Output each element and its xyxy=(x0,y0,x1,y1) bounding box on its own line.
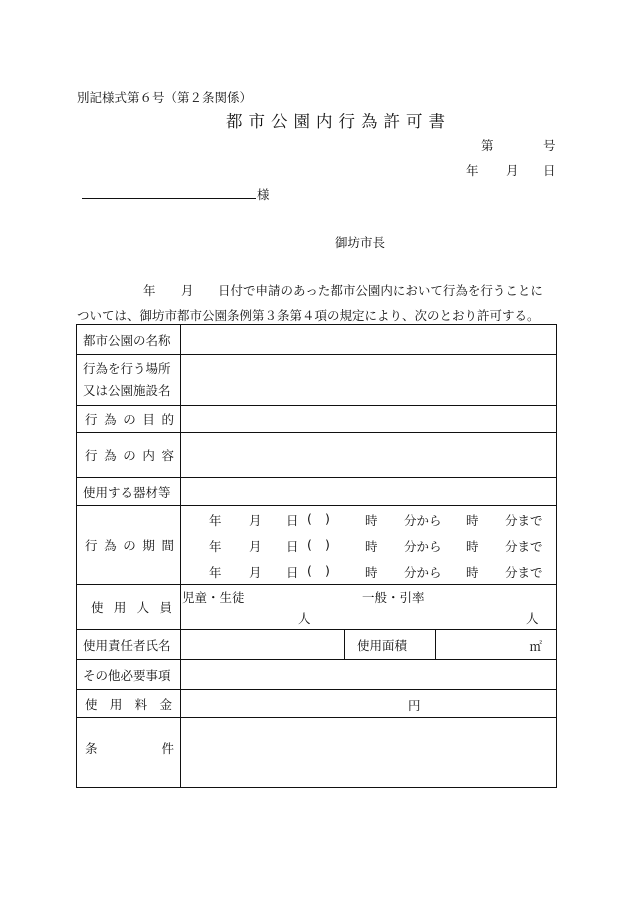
issuer: 御坊市長 xyxy=(335,235,386,250)
period-label-char: 期 xyxy=(142,538,155,553)
period-day: 日 xyxy=(286,565,299,580)
body-year: 年 xyxy=(143,283,156,298)
form-number: 別記様式第６号（第２条関係） xyxy=(77,90,253,105)
content-label-char: 内 xyxy=(142,448,155,463)
period-label-char: 為 xyxy=(104,538,117,553)
period-year: 年 xyxy=(209,565,222,580)
period-label-char: 行 xyxy=(85,538,98,553)
purpose-label-char: の xyxy=(123,412,136,427)
children-label: 児童・生徒 xyxy=(182,590,245,605)
period-hour1: 時 xyxy=(365,565,378,580)
purpose-label-char: 為 xyxy=(104,412,117,427)
period-weekday-close: ) xyxy=(325,537,330,552)
users-label-char: 員 xyxy=(159,600,172,615)
users-label-char: 使 xyxy=(91,600,104,615)
body-month: 月 xyxy=(181,283,194,298)
equipment-label: 使用する器材等 xyxy=(77,478,181,506)
fee-value[interactable] xyxy=(181,690,557,718)
purpose-value[interactable] xyxy=(181,406,557,433)
area-value[interactable] xyxy=(436,630,557,660)
row-park-name xyxy=(77,325,557,355)
period-until: 分まで xyxy=(505,513,543,528)
body-line2: ついては、御坊市都市公園条例第３条第４項の規定により、次のとおり許可する。 xyxy=(77,308,540,323)
row-fee xyxy=(77,690,557,718)
content-label xyxy=(77,433,181,478)
period-label-char: の xyxy=(123,538,136,553)
period-value[interactable] xyxy=(181,506,557,585)
period-month: 月 xyxy=(249,565,262,580)
period-row xyxy=(181,506,556,532)
period-hour2: 時 xyxy=(466,513,479,528)
content-label-char: 行 xyxy=(85,448,98,463)
row-equipment xyxy=(77,478,557,506)
row-period xyxy=(77,506,557,585)
content-label-char: の xyxy=(123,448,136,463)
purpose-label-char: 的 xyxy=(161,412,174,427)
row-purpose xyxy=(77,406,557,433)
area-label: 使用面積 xyxy=(345,630,436,660)
equipment-value[interactable] xyxy=(181,478,557,506)
period-weekday-open: ( xyxy=(307,537,312,552)
manager-value[interactable] xyxy=(181,630,345,660)
date-day: 日 xyxy=(543,163,556,178)
period-year: 年 xyxy=(209,539,222,554)
location-label-line1: 行為を行う場所 xyxy=(83,361,171,376)
purpose-label-char: 行 xyxy=(85,412,98,427)
row-users xyxy=(77,585,557,630)
period-hour2: 時 xyxy=(466,565,479,580)
fee-label-char: 使 xyxy=(85,696,98,712)
doc-number-suffix: 号 xyxy=(543,138,556,153)
users-label-char: 用 xyxy=(113,600,127,615)
period-label-char: 間 xyxy=(161,538,174,553)
addressee-suffix: 様 xyxy=(257,187,270,202)
users-label-char: 人 xyxy=(136,600,150,615)
row-other xyxy=(77,660,557,690)
period-day: 日 xyxy=(286,539,299,554)
period-from: 分から xyxy=(404,565,442,580)
period-from: 分から xyxy=(404,539,442,554)
permit-table xyxy=(76,324,557,788)
period-row xyxy=(181,558,556,584)
conditions-label-char: 条 xyxy=(85,740,98,756)
period-until: 分まで xyxy=(505,539,543,554)
other-value[interactable] xyxy=(181,660,557,690)
fee-label-char: 金 xyxy=(159,696,172,712)
content-label-char: 容 xyxy=(161,448,174,463)
children-unit: 人 xyxy=(298,611,311,626)
content-label-char: 為 xyxy=(104,448,117,463)
period-hour1: 時 xyxy=(365,513,378,528)
period-label xyxy=(77,506,181,585)
period-hour1: 時 xyxy=(365,539,378,554)
location-label xyxy=(77,355,181,406)
period-until: 分まで xyxy=(505,565,543,580)
addressee-line xyxy=(82,198,256,199)
general-unit: 人 xyxy=(526,611,539,626)
period-month: 月 xyxy=(249,513,262,528)
period-day: 日 xyxy=(286,513,299,528)
period-weekday-close: ) xyxy=(325,563,330,578)
fee-label xyxy=(77,690,181,718)
period-hour2: 時 xyxy=(466,539,479,554)
fee-label-char: 用 xyxy=(109,696,123,712)
manager-label: 使用責任者氏名 xyxy=(77,630,181,660)
row-manager xyxy=(77,630,557,660)
period-weekday-open: ( xyxy=(307,563,312,578)
conditions-label xyxy=(77,718,181,788)
period-weekday-open: ( xyxy=(307,511,312,526)
row-conditions xyxy=(77,718,557,788)
period-from: 分から xyxy=(404,513,442,528)
row-content xyxy=(77,433,557,478)
park-name-value[interactable] xyxy=(181,325,557,355)
date-month: 月 xyxy=(506,163,519,178)
area-unit: ㎡ xyxy=(529,639,543,654)
purpose-label xyxy=(77,406,181,433)
doc-number-prefix: 第 xyxy=(481,138,494,153)
conditions-label-char: 件 xyxy=(161,740,174,756)
content-value[interactable] xyxy=(181,433,557,478)
date-year: 年 xyxy=(466,163,479,178)
body-line1: 日付で申請のあった都市公園内において行為を行うことに xyxy=(218,283,543,298)
fee-label-char: 料 xyxy=(134,696,148,712)
period-month: 月 xyxy=(249,539,262,554)
page-title: 都市公園内行為許可書 xyxy=(226,112,451,131)
conditions-value[interactable] xyxy=(181,718,557,788)
period-year: 年 xyxy=(209,513,222,528)
period-row xyxy=(181,532,556,558)
users-value[interactable] xyxy=(181,585,557,630)
general-label: 一般・引率 xyxy=(362,590,425,605)
users-label xyxy=(77,585,181,630)
location-value[interactable] xyxy=(181,355,557,406)
period-weekday-close: ) xyxy=(325,511,330,526)
other-label: その他必要事項 xyxy=(77,660,181,690)
park-name-label: 都市公園の名称 xyxy=(77,325,181,355)
row-location xyxy=(77,355,557,406)
fee-unit: 円 xyxy=(408,698,421,713)
location-label-line2: 又は公園施設名 xyxy=(83,383,171,398)
purpose-label-char: 目 xyxy=(142,412,155,427)
